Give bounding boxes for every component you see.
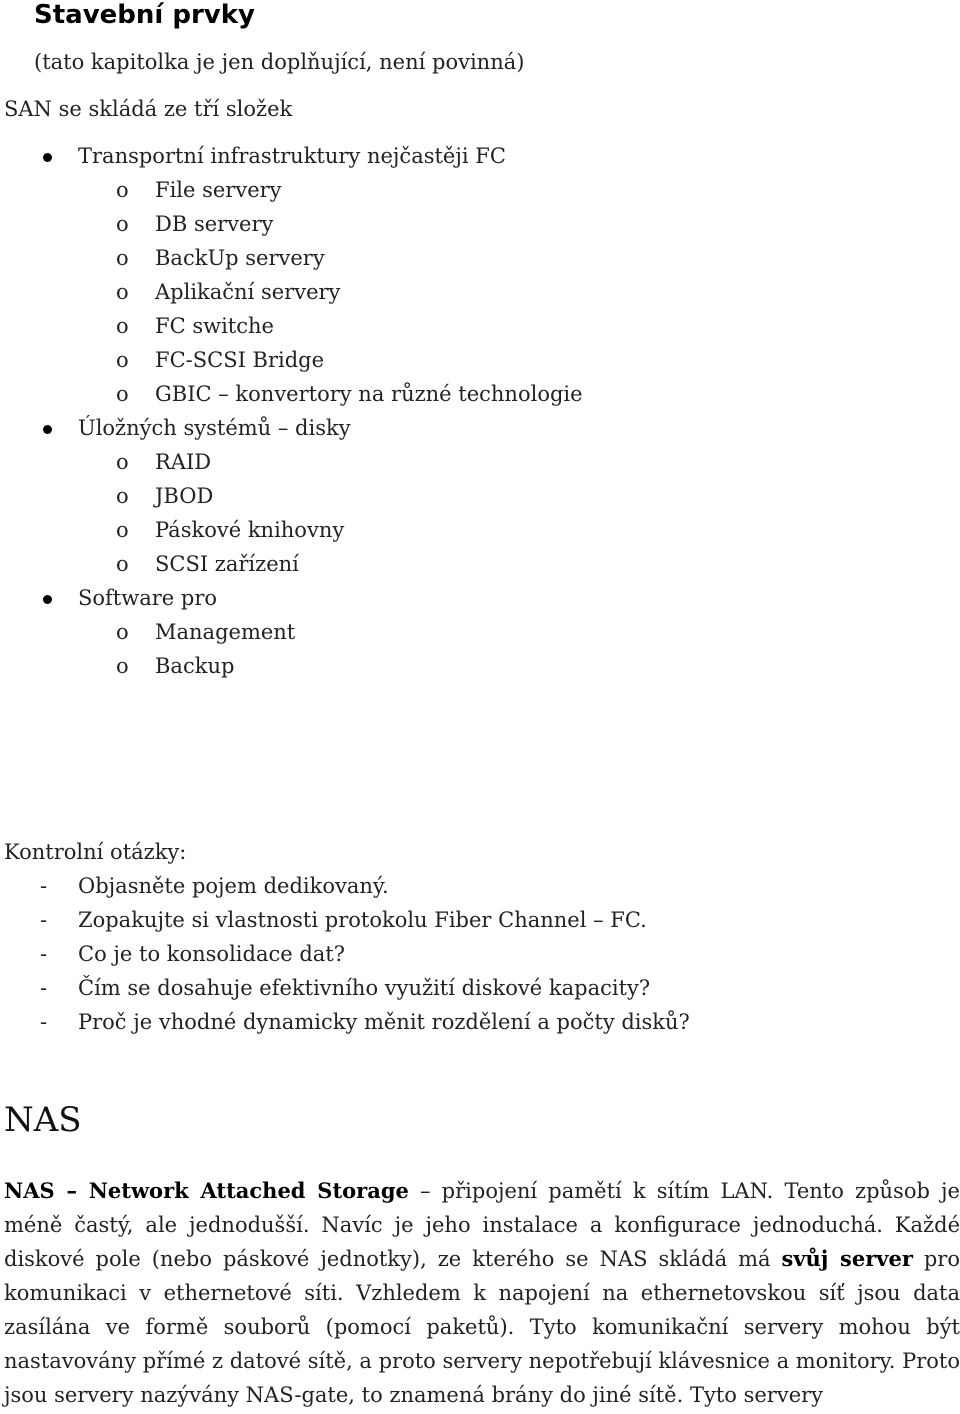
list-item: Úložných systémů – disky xyxy=(78,416,351,440)
circle-bullet-icon: o xyxy=(116,620,129,644)
dash-marker: - xyxy=(40,942,48,966)
circle-bullet-icon: o xyxy=(116,314,129,338)
circle-bullet-icon: o xyxy=(116,178,129,202)
intro-text: SAN se skládá ze tří složek xyxy=(4,97,293,121)
list-item: Software pro xyxy=(78,586,218,610)
circle-bullet-icon: o xyxy=(116,212,129,236)
sub-list-item: Backup xyxy=(155,654,235,678)
question-item: Objasněte pojem dedikovaný. xyxy=(78,874,389,898)
circle-bullet-icon: o xyxy=(116,246,129,270)
dash-marker: - xyxy=(40,908,48,932)
sub-list-item: FC switche xyxy=(155,314,274,338)
question-item: Proč je vhodné dynamicky měnit rozdělení a počty disků? xyxy=(78,1010,690,1034)
nas-heading: NAS xyxy=(4,1100,82,1140)
sub-list-item: JBOD xyxy=(155,484,214,508)
nas-bold-server: svůj server xyxy=(781,1246,913,1271)
dash-marker: - xyxy=(40,1010,48,1034)
bullet-icon xyxy=(43,595,52,604)
sub-list-item: BackUp servery xyxy=(155,246,325,270)
dash-marker: - xyxy=(40,976,48,1000)
circle-bullet-icon: o xyxy=(116,518,129,542)
sub-list-item: DB servery xyxy=(155,212,274,236)
chapter-note: (tato kapitolka je jen doplňující, není povinná) xyxy=(34,50,525,74)
sub-list-item: RAID xyxy=(155,450,212,474)
sub-list-item: Páskové knihovny xyxy=(155,518,345,542)
circle-bullet-icon: o xyxy=(116,382,129,406)
nas-paragraph xyxy=(4,1174,960,1412)
circle-bullet-icon: o xyxy=(116,348,129,372)
sub-list-item: SCSI zařízení xyxy=(155,552,299,576)
circle-bullet-icon: o xyxy=(116,450,129,474)
nas-text-part-1: – připojení pamětí k sítím LAN. Tento způsob je méně častý, ale jednodušší. Navíc je jeho instalace a konfigurace jednoduchá. Každé diskové pole (nebo páskové jednotky), ze kterého se NAS skládá má xyxy=(4,1179,960,1271)
sub-list-item: FC-SCSI Bridge xyxy=(155,348,325,372)
bullet-icon xyxy=(43,425,52,434)
sub-list-item: File servery xyxy=(155,178,282,202)
sub-list-item: GBIC – konvertory na různé technologie xyxy=(155,382,583,406)
nas-bold-lead: NAS – Network Attached Storage xyxy=(4,1178,409,1203)
list-item: Transportní infrastruktury nejčastěji FC xyxy=(78,144,506,168)
sub-list-item: Management xyxy=(155,620,296,644)
questions-title: Kontrolní otázky: xyxy=(4,840,187,864)
sub-list-item: Aplikační servery xyxy=(155,280,341,304)
circle-bullet-icon: o xyxy=(116,552,129,576)
question-item: Co je to konsolidace dat? xyxy=(78,942,345,966)
circle-bullet-icon: o xyxy=(116,484,129,508)
dash-marker: - xyxy=(40,874,48,898)
question-item: Čím se dosahuje efektivního využití diskové kapacity? xyxy=(78,976,651,1000)
circle-bullet-icon: o xyxy=(116,280,129,304)
nas-text-part-2: pro komunikaci v ethernetové síti. Vzhledem k napojení na ethernetovskou síť jsou data zasílána ve formě souborů (pomocí paketů). Tyto komunikační servery mohou být nastavovány přímé z datové sítě, a proto servery nepotřebují klávesnice a monitory. Proto jsou servery nazývány NAS-gate, to znamená brány do jiné sítě. Tyto servery xyxy=(4,1247,960,1407)
section-heading: Stavební prvky xyxy=(34,0,255,30)
bullet-icon xyxy=(43,153,52,162)
circle-bullet-icon: o xyxy=(116,654,129,678)
question-item: Zopakujte si vlastnosti protokolu Fiber Channel – FC. xyxy=(78,908,647,932)
